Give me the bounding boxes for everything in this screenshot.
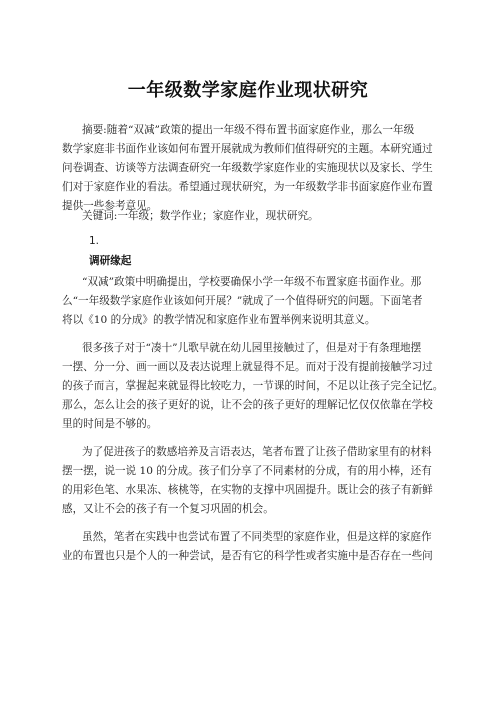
paragraph-line: 的用彩色笔、水果冻、核桃等，在实物的支撑中巩固提升。既让会的孩子有新鲜 <box>62 484 433 496</box>
abstract-line: 提供一些参考意见。 <box>62 200 158 212</box>
section-heading: 调研缘起 <box>89 255 132 267</box>
paragraph-line: 业的布置也只是个人的一种尝试，是否有它的科学性或者实施中是否存在一些问 <box>62 550 433 562</box>
paragraph-line: 里的时间是不够的。 <box>62 418 158 430</box>
paragraph-line: 那么，怎么让会的孩子更好的说，让不会的孩子更好的理解记忆仅仅依靠在学校 <box>62 399 433 411</box>
abstract-line: 们对于家庭作业的看法。希望通过现状研究，为一年级数学非书面家庭作业布置 <box>62 181 433 193</box>
abstract-line: 问卷调查、访谈等方法调查研究一年级数学家庭作业的实施现状以及家长、学生 <box>62 162 433 174</box>
paragraph-line: 摆一摆，说一说 10 的分成。孩子们分享了不同素材的分成，有的用小棒，还有 <box>62 465 432 477</box>
paragraph-line: 将以《10 的分成》的教学情况和家庭作业布置举例来说明其意义。 <box>62 314 376 326</box>
document-title: 一年级数学家庭作业现状研究 <box>127 80 369 101</box>
paragraph-line: 一摆、分一分、画一画以及表达说理上就显得不足。而对于没有提前接触学习过 <box>62 361 433 373</box>
keywords-line: 关键词:一年级；数学作业；家庭作业，现状研究。 <box>82 210 319 222</box>
paragraph-line: 为了促进孩子的数感培养及言语表达，笔者布置了让孩子借助家里有的材料 <box>82 446 432 458</box>
paragraph-line: 么“一年级数学家庭作业该如何开展？”就成了一个值得研究的问题。下面笔者 <box>62 295 423 307</box>
paragraph-line: 感，又让不会的孩子有一个复习巩固的机会。 <box>62 503 274 515</box>
paragraph-line: “双减”政策中明确提出，学校要确保小学一年级不布置家庭书面作业。那 <box>82 276 422 288</box>
section-number: 1. <box>89 235 100 247</box>
paragraph-line: 虽然，笔者在实践中也尝试布置了不同类型的家庭作业，但是这样的家庭作 <box>82 531 432 543</box>
abstract-line: 数学家庭非书面作业该如何布置开展就成为教师们值得研究的主题。本研究通过 <box>62 143 433 155</box>
paragraph-line: 的孩子而言，掌握起来就显得比较吃力，一节课的时间，不足以让孩子完全记忆。 <box>62 380 444 392</box>
paragraph-line: 很多孩子对于“凑十”儿歌早就在幼儿园里接触过了，但是对于有条理地摆 <box>82 342 422 354</box>
abstract-line: 摘要:随着“双减”政策的提出一年级不得布置书面家庭作业，那么一年级 <box>82 124 415 136</box>
